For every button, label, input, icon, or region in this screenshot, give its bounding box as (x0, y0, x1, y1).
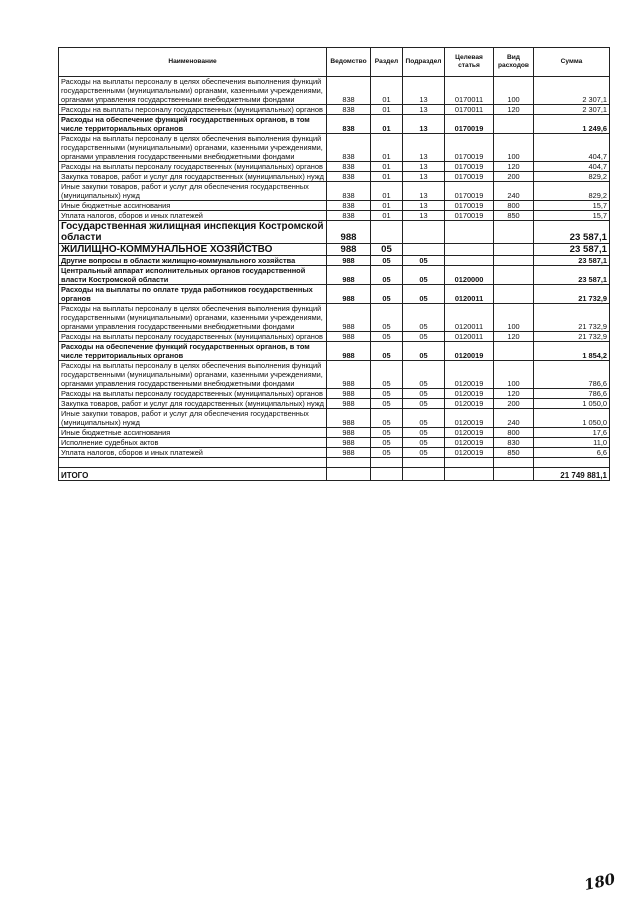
cell-expense-type: 800 (494, 201, 534, 211)
cell-amount: 786,6 (534, 389, 610, 399)
cell-subsection: 05 (403, 266, 445, 285)
cell-target-article: 0170019 (445, 115, 494, 134)
table-row (59, 105, 610, 115)
cell-amount: 404,7 (534, 134, 610, 162)
table-row (59, 409, 610, 428)
cell-subsection: 13 (403, 162, 445, 172)
cell-section: 05 (371, 304, 403, 332)
cell-department: 838 (327, 182, 371, 201)
cell-target-article: 0120011 (445, 304, 494, 332)
table-row (59, 389, 610, 399)
cell-department: 838 (327, 211, 371, 221)
cell-subsection: 13 (403, 182, 445, 201)
cell-subsection: 05 (403, 304, 445, 332)
total-amount: 21 749 881,1 (534, 468, 610, 481)
cell-section: 05 (371, 332, 403, 342)
cell-section: 05 (371, 256, 403, 266)
cell-target-article: 0120019 (445, 448, 494, 458)
cell-subsection: 05 (403, 256, 445, 266)
cell-target-article: 0120019 (445, 428, 494, 438)
cell-section: 01 (371, 105, 403, 115)
cell-target-article: 0120019 (445, 399, 494, 409)
cell-amount: 829,2 (534, 172, 610, 182)
header-section: Раздел (371, 48, 403, 77)
cell-target-article: 0170019 (445, 134, 494, 162)
cell-name: Центральный аппарат исполнительных органов государственной власти Костромской области (59, 266, 327, 285)
cell-amount: 404,7 (534, 162, 610, 172)
cell-target-article (445, 256, 494, 266)
cell-department: 988 (327, 399, 371, 409)
cell-amount: 21 732,9 (534, 285, 610, 304)
cell-expense-type: 240 (494, 409, 534, 428)
cell-target-article: 0120019 (445, 438, 494, 448)
table-row (59, 428, 610, 438)
cell-expense-type: 100 (494, 304, 534, 332)
cell-department: 988 (327, 256, 371, 266)
cell-expense-type (494, 115, 534, 134)
cell-amount: 1 249,6 (534, 115, 610, 134)
cell-name: Расходы на выплаты персоналу в целях обеспечения выполнения функций государственными (муниципальными) органами, казенными учреждениями, органами управления государственными внебюджетными фондами (59, 134, 327, 162)
cell-amount: 2 307,1 (534, 105, 610, 115)
cell-expense-type: 200 (494, 399, 534, 409)
cell-department: 988 (327, 332, 371, 342)
cell-section: 01 (371, 182, 403, 201)
cell-amount: 1 050,0 (534, 409, 610, 428)
header-row (59, 48, 610, 77)
table-row (59, 244, 610, 256)
cell-expense-type: 830 (494, 438, 534, 448)
header-expense-type: Вид расходов (494, 48, 534, 77)
cell-expense-type: 100 (494, 77, 534, 105)
table-row (59, 134, 610, 162)
cell-subsection: 13 (403, 77, 445, 105)
table-row (59, 172, 610, 182)
cell-amount: 2 307,1 (534, 77, 610, 105)
cell-amount: 786,6 (534, 361, 610, 389)
header-target-article: Целевая статья (445, 48, 494, 77)
cell-department: 988 (327, 244, 371, 256)
cell-department: 988 (327, 389, 371, 399)
table-row (59, 285, 610, 304)
cell-name: Расходы на выплаты персоналу государственных (муниципальных) органов (59, 105, 327, 115)
page-number: 180 (582, 869, 617, 895)
header-amount: Сумма (534, 48, 610, 77)
cell-department: 988 (327, 304, 371, 332)
cell-expense-type: 100 (494, 361, 534, 389)
cell-subsection: 13 (403, 115, 445, 134)
spacer-row (59, 458, 610, 468)
cell-section: 05 (371, 428, 403, 438)
cell-subsection: 05 (403, 448, 445, 458)
table-row (59, 201, 610, 211)
cell-target-article: 0120011 (445, 332, 494, 342)
cell-name: Расходы на выплаты персоналу в целях обеспечения выполнения функций государственными (муниципальными) органами, казенными учреждениями, органами управления государственными внебюджетными фондами (59, 361, 327, 389)
header-name: Наименование (59, 48, 327, 77)
cell-target-article: 0170019 (445, 211, 494, 221)
cell-name: Иные закупки товаров, работ и услуг для обеспечения государственных (муниципальных) нужд (59, 182, 327, 201)
cell-name: Расходы на выплаты персоналу в целях обеспечения выполнения функций государственными (муниципальными) органами, казенными учреждениями, органами управления государственными внебюджетными фондами (59, 77, 327, 105)
cell-section: 01 (371, 211, 403, 221)
cell-amount: 23 587,1 (534, 266, 610, 285)
cell-section: 01 (371, 162, 403, 172)
cell-expense-type: 120 (494, 105, 534, 115)
cell-department: 838 (327, 77, 371, 105)
cell-subsection: 13 (403, 172, 445, 182)
cell-target-article: 0120000 (445, 266, 494, 285)
total-label: ИТОГО (59, 468, 327, 481)
table-row (59, 115, 610, 134)
cell-section: 05 (371, 438, 403, 448)
cell-target-article: 0120019 (445, 342, 494, 361)
cell-department: 838 (327, 115, 371, 134)
table-row (59, 256, 610, 266)
cell-section: 05 (371, 409, 403, 428)
cell-target-article: 0120019 (445, 389, 494, 399)
cell-subsection: 05 (403, 428, 445, 438)
cell-section: 05 (371, 361, 403, 389)
cell-name: Государственная жилищная инспекция Костромской области (59, 221, 327, 244)
cell-expense-type: 850 (494, 448, 534, 458)
cell-department: 988 (327, 285, 371, 304)
cell-amount: 15,7 (534, 211, 610, 221)
cell-department: 838 (327, 105, 371, 115)
table-body (59, 77, 610, 458)
table-row (59, 438, 610, 448)
cell-name: Иные закупки товаров, работ и услуг для обеспечения государственных (муниципальных) нужд (59, 409, 327, 428)
cell-amount: 15,7 (534, 201, 610, 211)
cell-name: Исполнение судебных актов (59, 438, 327, 448)
cell-department: 988 (327, 361, 371, 389)
cell-target-article: 0120019 (445, 361, 494, 389)
cell-amount: 829,2 (534, 182, 610, 201)
cell-name: Расходы на обеспечение функций государственных органов, в том числе территориальных органов (59, 115, 327, 134)
cell-department: 988 (327, 266, 371, 285)
cell-subsection: 13 (403, 134, 445, 162)
cell-target-article (445, 244, 494, 256)
cell-target-article: 0170019 (445, 201, 494, 211)
table-row (59, 162, 610, 172)
cell-name: Другие вопросы в области жилищно-коммунального хозяйства (59, 256, 327, 266)
table-row (59, 304, 610, 332)
cell-target-article: 0170019 (445, 172, 494, 182)
cell-name: ЖИЛИЩНО-КОММУНАЛЬНОЕ ХОЗЯЙСТВО (59, 244, 327, 256)
cell-target-article (445, 221, 494, 244)
cell-department: 988 (327, 448, 371, 458)
cell-subsection: 05 (403, 361, 445, 389)
total-row (59, 468, 610, 481)
cell-section: 05 (371, 244, 403, 256)
cell-department: 838 (327, 134, 371, 162)
cell-expense-type: 120 (494, 162, 534, 172)
cell-department: 988 (327, 409, 371, 428)
cell-expense-type: 120 (494, 332, 534, 342)
cell-section: 01 (371, 77, 403, 105)
table-row (59, 361, 610, 389)
cell-section: 01 (371, 134, 403, 162)
cell-target-article: 0170011 (445, 77, 494, 105)
cell-expense-type: 850 (494, 211, 534, 221)
cell-section: 05 (371, 448, 403, 458)
table-row (59, 399, 610, 409)
cell-amount: 23 587,1 (534, 244, 610, 256)
cell-subsection: 13 (403, 211, 445, 221)
cell-amount: 21 732,9 (534, 304, 610, 332)
cell-expense-type (494, 256, 534, 266)
cell-expense-type: 120 (494, 389, 534, 399)
table-row (59, 221, 610, 244)
cell-target-article: 0120011 (445, 285, 494, 304)
cell-subsection: 05 (403, 285, 445, 304)
header-department: Ведомство (327, 48, 371, 77)
cell-subsection (403, 244, 445, 256)
cell-expense-type (494, 266, 534, 285)
cell-amount: 6,6 (534, 448, 610, 458)
cell-expense-type: 200 (494, 172, 534, 182)
cell-department: 838 (327, 201, 371, 211)
cell-section: 01 (371, 201, 403, 211)
cell-expense-type: 800 (494, 428, 534, 438)
table-row (59, 182, 610, 201)
table-row (59, 448, 610, 458)
cell-expense-type (494, 342, 534, 361)
cell-section (371, 221, 403, 244)
cell-section: 01 (371, 115, 403, 134)
cell-amount: 1 050,0 (534, 399, 610, 409)
cell-section: 05 (371, 285, 403, 304)
cell-name: Закупка товаров, работ и услуг для государственных (муниципальных) нужд (59, 399, 327, 409)
cell-expense-type (494, 285, 534, 304)
cell-name: Расходы на выплаты персоналу в целях обеспечения выполнения функций государственными (муниципальными) органами, казенными учреждениями, органами управления государственными внебюджетными фондами (59, 304, 327, 332)
cell-section: 01 (371, 172, 403, 182)
cell-name: Расходы на выплаты персоналу государственных (муниципальных) органов (59, 389, 327, 399)
table-row (59, 211, 610, 221)
cell-subsection: 05 (403, 409, 445, 428)
cell-expense-type (494, 244, 534, 256)
cell-subsection (403, 221, 445, 244)
table-row (59, 342, 610, 361)
cell-name: Уплата налогов, сборов и иных платежей (59, 448, 327, 458)
cell-amount: 11,0 (534, 438, 610, 448)
cell-name: Расходы на выплаты персоналу государственных (муниципальных) органов (59, 332, 327, 342)
cell-name: Расходы на выплаты по оплате труда работников государственных органов (59, 285, 327, 304)
cell-subsection: 05 (403, 438, 445, 448)
cell-amount: 1 854,2 (534, 342, 610, 361)
cell-amount: 23 587,1 (534, 221, 610, 244)
cell-name: Расходы на выплаты персоналу государственных (муниципальных) органов (59, 162, 327, 172)
table-row (59, 77, 610, 105)
cell-subsection: 05 (403, 342, 445, 361)
cell-name: Закупка товаров, работ и услуг для государственных (муниципальных) нужд (59, 172, 327, 182)
cell-target-article: 0170011 (445, 105, 494, 115)
cell-target-article: 0170019 (445, 182, 494, 201)
cell-department: 988 (327, 342, 371, 361)
cell-amount: 17,6 (534, 428, 610, 438)
header-subsection: Подраздел (403, 48, 445, 77)
cell-subsection: 05 (403, 389, 445, 399)
cell-section: 05 (371, 389, 403, 399)
cell-name: Иные бюджетные ассигнования (59, 428, 327, 438)
cell-amount: 23 587,1 (534, 256, 610, 266)
cell-target-article: 0170019 (445, 162, 494, 172)
cell-expense-type (494, 221, 534, 244)
cell-subsection: 05 (403, 332, 445, 342)
cell-name: Расходы на обеспечение функций государственных органов, в том числе территориальных органов (59, 342, 327, 361)
table-row (59, 266, 610, 285)
cell-section: 05 (371, 399, 403, 409)
cell-target-article: 0120019 (445, 409, 494, 428)
cell-subsection: 05 (403, 399, 445, 409)
cell-section: 05 (371, 266, 403, 285)
cell-name: Иные бюджетные ассигнования (59, 201, 327, 211)
cell-department: 988 (327, 221, 371, 244)
cell-department: 988 (327, 428, 371, 438)
budget-table (58, 47, 610, 481)
cell-subsection: 13 (403, 201, 445, 211)
cell-department: 988 (327, 438, 371, 448)
cell-subsection: 13 (403, 105, 445, 115)
table-row (59, 332, 610, 342)
cell-section: 05 (371, 342, 403, 361)
cell-department: 838 (327, 172, 371, 182)
cell-name: Уплата налогов, сборов и иных платежей (59, 211, 327, 221)
cell-department: 838 (327, 162, 371, 172)
cell-expense-type: 240 (494, 182, 534, 201)
cell-amount: 21 732,9 (534, 332, 610, 342)
cell-expense-type: 100 (494, 134, 534, 162)
